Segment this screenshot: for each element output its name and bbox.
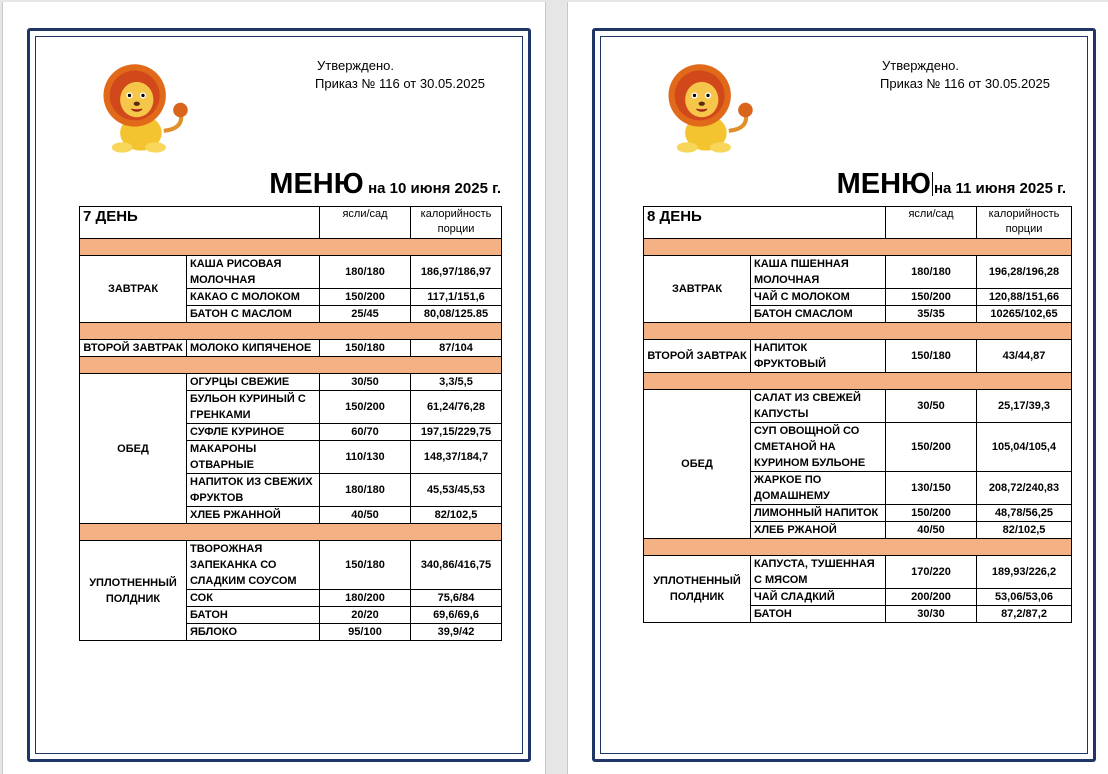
col-header-age: ясли/сад [886,207,977,239]
calorie-value: 105,04/105,4 [977,423,1072,472]
calorie-value: 25,17/39,3 [977,390,1072,423]
calorie-value: 197,15/229,75 [411,424,502,441]
dish-name: ЧАЙ СЛАДКИЙ [751,589,886,606]
dish-name: КАША ПШЕННАЯ МОЛОЧНАЯ [751,256,886,289]
calorie-value: 82/102,5 [411,507,502,524]
dish-name: БАТОН СМАСЛОМ [751,306,886,323]
calorie-value: 69,6/69,6 [411,607,502,624]
document-page-2 [567,2,1108,774]
calorie-value: 117,1/151,6 [411,289,502,306]
meal-name: ВТОРОЙ ЗАВТРАК [644,340,751,373]
dish-name: СОК [187,590,320,607]
table-row [644,256,1072,289]
calorie-value: 43/44,87 [977,340,1072,373]
separator-row [80,357,502,374]
portion-value: 180/180 [320,474,411,507]
dish-name: ХЛЕБ РЖАННОЙ [187,507,320,524]
portion-value: 150/180 [320,541,411,590]
dish-name: БАТОН С МАСЛОМ [187,306,320,323]
dish-name: ЛИМОННЫЙ НАПИТОК [751,505,886,522]
dish-name: ЖАРКОЕ ПО ДОМАШНЕМУ [751,472,886,505]
calorie-value: 87,2/87,2 [977,606,1072,623]
dish-name: ЯБЛОКО [187,624,320,641]
menu-title-date: на 10 июня 2025 г. [368,180,501,197]
approval-note [880,57,1050,93]
portion-value: 95/100 [320,624,411,641]
meal-name: ЗАВТРАК [644,256,751,323]
portion-value: 200/200 [886,589,977,606]
table-row [80,256,502,289]
order-label: Приказ № 116 от 30.05.2025 [315,76,485,91]
text-cursor [932,172,933,196]
calorie-value: 82/102,5 [977,522,1072,539]
day-label: 7 ДЕНЬ [80,207,320,239]
dish-name: МАКАРОНЫ ОТВАРНЫЕ [187,441,320,474]
portion-value: 40/50 [886,522,977,539]
calorie-value: 80,08/125.85 [411,306,502,323]
calorie-value: 45,53/45,53 [411,474,502,507]
document-page-1 [2,2,546,774]
portion-value: 25/45 [320,306,411,323]
dish-name: НАПИТОК ФРУКТОВЫЙ [751,340,886,373]
col-header-calories: калорийность порции [411,207,502,239]
calorie-value: 10265/102,65 [977,306,1072,323]
menu-title-main: МЕНЮ [836,168,931,200]
portion-value: 150/180 [320,340,411,357]
col-header-calories: калорийность порции [977,207,1072,239]
calorie-value: 340,86/416,75 [411,541,502,590]
calorie-value: 189,93/226,2 [977,556,1072,589]
calorie-value: 75,6/84 [411,590,502,607]
dish-name: ХЛЕБ РЖАНОЙ [751,522,886,539]
table-row [644,390,1072,423]
approved-label: Утверждено. [882,58,959,73]
separator-row [80,323,502,340]
portion-value: 150/200 [320,391,411,424]
approval-note [315,57,485,93]
calorie-value: 48,78/56,25 [977,505,1072,522]
portion-value: 180/200 [320,590,411,607]
dish-name: ЧАЙ С МОЛОКОМ [751,289,886,306]
dish-name: КАША РИСОВАЯ МОЛОЧНАЯ [187,256,320,289]
meal-name: ОБЕД [80,374,187,524]
dish-name: СУП ОВОЩНОЙ СО СМЕТАНОЙ НА КУРИНОМ БУЛЬОНЕ [751,423,886,472]
portion-value: 180/180 [886,256,977,289]
calorie-value: 186,97/186,97 [411,256,502,289]
meal-name: ВТОРОЙ ЗАВТРАК [80,340,187,357]
portion-value: 40/50 [320,507,411,524]
menu-title-main: МЕНЮ [269,168,364,200]
menu-table [79,206,502,641]
portion-value: 20/20 [320,607,411,624]
dish-name: КАПУСТА, ТУШЕННАЯ С МЯСОМ [751,556,886,589]
portion-value: 170/220 [886,556,977,589]
menu-table [643,206,1072,623]
separator-row [644,539,1072,556]
meal-name: УПЛОТНЕННЫЙ ПОЛДНИК [80,541,187,641]
dish-name: СУФЛЕ КУРИНОЕ [187,424,320,441]
order-label: Приказ № 116 от 30.05.2025 [880,76,1050,91]
dish-name: ТВОРОЖНАЯ ЗАПЕКАНКА СО СЛАДКИМ СОУСОМ [187,541,320,590]
menu-title-date: на 11 июня 2025 г. [933,180,1066,197]
dish-name: ОГУРЦЫ СВЕЖИЕ [187,374,320,391]
dish-name: НАПИТОК ИЗ СВЕЖИХ ФРУКТОВ [187,474,320,507]
table-row [644,340,1072,373]
menu-title [269,168,501,201]
calorie-value: 61,24/76,28 [411,391,502,424]
separator-row [644,323,1072,340]
calorie-value: 53,06/53,06 [977,589,1072,606]
portion-value: 30/50 [320,374,411,391]
dish-name: БУЛЬОН КУРИНЫЙ С ГРЕНКАМИ [187,391,320,424]
portion-value: 30/50 [886,390,977,423]
portion-value: 110/130 [320,441,411,474]
dish-name: САЛАТ ИЗ СВЕЖЕЙ КАПУСТЫ [751,390,886,423]
col-header-age: ясли/сад [320,207,411,239]
portion-value: 60/70 [320,424,411,441]
meal-name: ЗАВТРАК [80,256,187,323]
separator-row [80,524,502,541]
table-row [80,374,502,391]
portion-value: 150/200 [886,289,977,306]
calorie-value: 196,28/196,28 [977,256,1072,289]
separator-row [644,373,1072,390]
menu-title [837,168,1066,201]
dish-name: КАКАО С МОЛОКОМ [187,289,320,306]
portion-value: 35/35 [886,306,977,323]
portion-value: 150/180 [886,340,977,373]
dish-name: БАТОН [751,606,886,623]
calorie-value: 3,3/5,5 [411,374,502,391]
portion-value: 180/180 [320,256,411,289]
separator-row [80,239,502,256]
meal-name: ОБЕД [644,390,751,539]
calorie-value: 148,37/184,7 [411,441,502,474]
portion-value: 130/150 [886,472,977,505]
table-row [80,340,502,357]
portion-value: 150/200 [886,423,977,472]
table-row [80,541,502,590]
lion-mascot-icon [656,58,760,162]
calorie-value: 39,9/42 [411,624,502,641]
dish-name: БАТОН [187,607,320,624]
portion-value: 150/200 [320,289,411,306]
calorie-value: 87/104 [411,340,502,357]
calorie-value: 208,72/240,83 [977,472,1072,505]
separator-row [644,239,1072,256]
meal-name: УПЛОТНЕННЫЙ ПОЛДНИК [644,556,751,623]
day-label: 8 ДЕНЬ [644,207,886,239]
dish-name: МОЛОКО КИПЯЧЕНОЕ [187,340,320,357]
portion-value: 150/200 [886,505,977,522]
approved-label: Утверждено. [317,58,394,73]
lion-mascot-icon [91,58,195,162]
table-row [644,556,1072,589]
portion-value: 30/30 [886,606,977,623]
calorie-value: 120,88/151,66 [977,289,1072,306]
